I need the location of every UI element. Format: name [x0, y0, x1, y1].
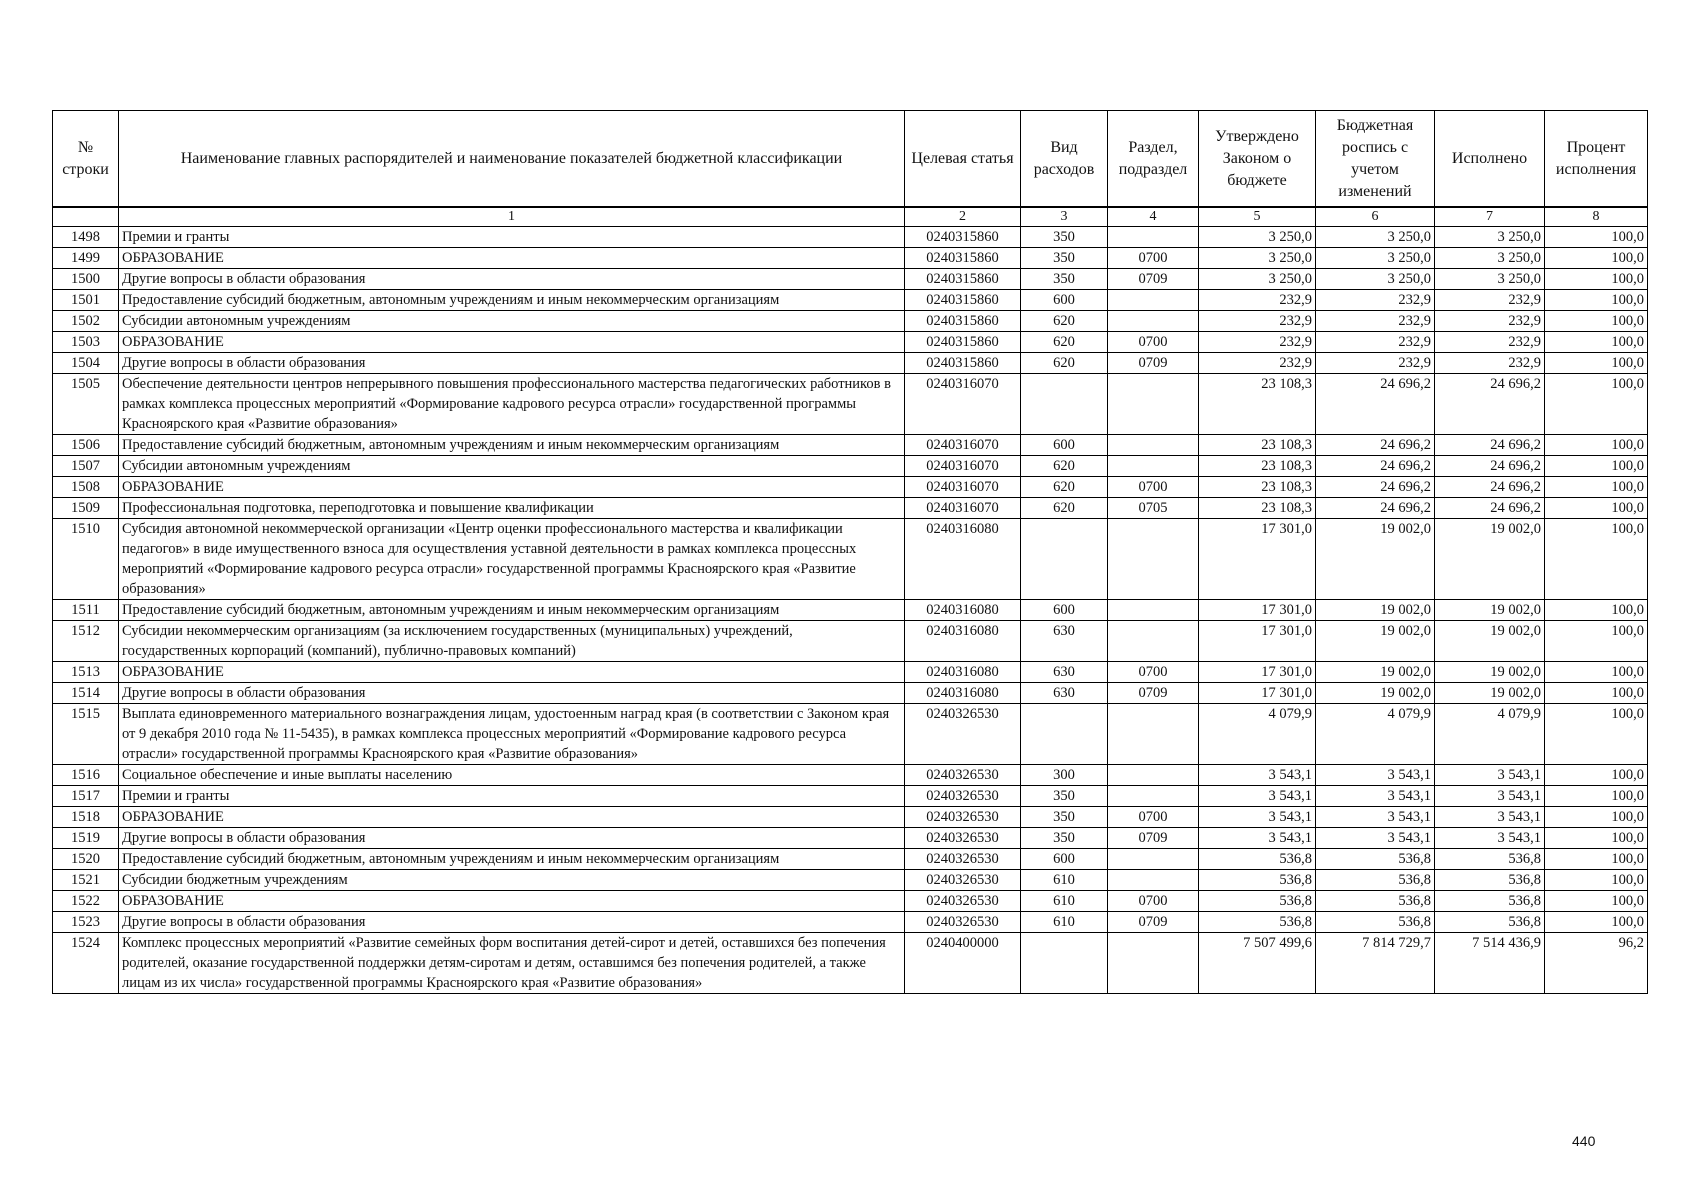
percent-cell: 100,0: [1545, 621, 1648, 662]
budget-list-amount-cell: 3 543,1: [1316, 786, 1435, 807]
header-percent: Процент исполнения: [1545, 111, 1648, 208]
row-name-cell: Предоставление субсидий бюджетным, автономным учреждениям и иным некоммерческим организациям: [119, 290, 905, 311]
column-number: 1: [119, 207, 905, 227]
table-row: [53, 332, 1648, 353]
approved-amount-cell: 17 301,0: [1199, 683, 1316, 704]
budget-execution-table: [52, 110, 1648, 994]
row-number-cell: 1510: [53, 519, 119, 600]
target-article-cell: 0240326530: [905, 891, 1021, 912]
executed-amount-cell: 3 250,0: [1435, 269, 1545, 290]
column-number: 8: [1545, 207, 1648, 227]
target-article-cell: 0240316070: [905, 435, 1021, 456]
row-name-cell: ОБРАЗОВАНИЕ: [119, 248, 905, 269]
percent-cell: 100,0: [1545, 290, 1648, 311]
approved-amount-cell: 232,9: [1199, 332, 1316, 353]
header-name: Наименование главных распорядителей и наименование показателей бюджетной классификации: [119, 111, 905, 208]
budget-list-amount-cell: 536,8: [1316, 849, 1435, 870]
percent-cell: 100,0: [1545, 704, 1648, 765]
approved-amount-cell: 3 250,0: [1199, 248, 1316, 269]
percent-cell: 100,0: [1545, 477, 1648, 498]
target-article-cell: 0240326530: [905, 807, 1021, 828]
executed-amount-cell: 536,8: [1435, 912, 1545, 933]
percent-cell: 100,0: [1545, 332, 1648, 353]
approved-amount-cell: 3 543,1: [1199, 807, 1316, 828]
row-number-cell: 1498: [53, 227, 119, 248]
budget-list-amount-cell: 536,8: [1316, 891, 1435, 912]
section-cell: [1108, 374, 1199, 435]
percent-cell: 100,0: [1545, 600, 1648, 621]
target-article-cell: 0240326530: [905, 849, 1021, 870]
approved-amount-cell: 536,8: [1199, 870, 1316, 891]
target-article-cell: 0240326530: [905, 870, 1021, 891]
header-row-number: № строки: [53, 111, 119, 208]
approved-amount-cell: 23 108,3: [1199, 498, 1316, 519]
budget-list-amount-cell: 3 250,0: [1316, 269, 1435, 290]
target-article-cell: 0240315860: [905, 269, 1021, 290]
row-name-cell: Другие вопросы в области образования: [119, 353, 905, 374]
table-row: [53, 765, 1648, 786]
executed-amount-cell: 3 543,1: [1435, 807, 1545, 828]
header-section: Раздел, подраздел: [1108, 111, 1199, 208]
budget-list-amount-cell: 7 814 729,7: [1316, 933, 1435, 994]
row-name-cell: Предоставление субсидий бюджетным, автономным учреждениям и иным некоммерческим организациям: [119, 849, 905, 870]
column-number-row: [53, 207, 1648, 227]
row-name-cell: Субсидия автономной некоммерческой организации «Центр оценки профессионального мастерства и квалификации педагогов» в виде имущественного взноса для осуществления уставной деятельности в рамках комплекса процессных мероприятий «Формирование кадрового ресурса отрасли» государственной программы Красноярского края «Развитие образования»: [119, 519, 905, 600]
percent-cell: 100,0: [1545, 849, 1648, 870]
executed-amount-cell: 19 002,0: [1435, 683, 1545, 704]
executed-amount-cell: 232,9: [1435, 332, 1545, 353]
percent-cell: 100,0: [1545, 765, 1648, 786]
approved-amount-cell: 536,8: [1199, 912, 1316, 933]
executed-amount-cell: 3 250,0: [1435, 227, 1545, 248]
section-cell: [1108, 870, 1199, 891]
expense-type-cell: 350: [1021, 269, 1108, 290]
table-row: [53, 456, 1648, 477]
section-cell: 0700: [1108, 477, 1199, 498]
row-number-cell: 1515: [53, 704, 119, 765]
row-name-cell: Премии и гранты: [119, 786, 905, 807]
expense-type-cell: 300: [1021, 765, 1108, 786]
section-cell: 0709: [1108, 912, 1199, 933]
percent-cell: 100,0: [1545, 870, 1648, 891]
target-article-cell: 0240400000: [905, 933, 1021, 994]
executed-amount-cell: 24 696,2: [1435, 456, 1545, 477]
expense-type-cell: 630: [1021, 662, 1108, 683]
column-number: 2: [905, 207, 1021, 227]
expense-type-cell: 610: [1021, 870, 1108, 891]
expense-type-cell: 630: [1021, 621, 1108, 662]
row-number-cell: 1504: [53, 353, 119, 374]
column-number: 3: [1021, 207, 1108, 227]
page-number: 440: [1572, 1133, 1596, 1149]
executed-amount-cell: 536,8: [1435, 870, 1545, 891]
target-article-cell: 0240316080: [905, 621, 1021, 662]
expense-type-cell: 600: [1021, 435, 1108, 456]
expense-type-cell: 350: [1021, 248, 1108, 269]
target-article-cell: 0240316070: [905, 498, 1021, 519]
row-name-cell: ОБРАЗОВАНИЕ: [119, 662, 905, 683]
section-cell: [1108, 704, 1199, 765]
budget-list-amount-cell: 24 696,2: [1316, 498, 1435, 519]
executed-amount-cell: 24 696,2: [1435, 435, 1545, 456]
executed-amount-cell: 19 002,0: [1435, 600, 1545, 621]
budget-list-amount-cell: 232,9: [1316, 353, 1435, 374]
budget-list-amount-cell: 19 002,0: [1316, 662, 1435, 683]
approved-amount-cell: 17 301,0: [1199, 621, 1316, 662]
table-row: [53, 786, 1648, 807]
table-row: [53, 374, 1648, 435]
row-name-cell: Другие вопросы в области образования: [119, 828, 905, 849]
row-name-cell: Выплата единовременного материального вознаграждения лицам, удостоенным наград края (в соответствии с Законом края от 9 декабря 2010 года № 11-5435), в рамках комплекса процессных мероприятий «Формирование кадрового ресурса отрасли» государственной программы Красноярского края «Развитие образования»: [119, 704, 905, 765]
approved-amount-cell: 3 543,1: [1199, 765, 1316, 786]
table-body: [53, 227, 1648, 994]
section-cell: [1108, 765, 1199, 786]
row-name-cell: Предоставление субсидий бюджетным, автономным учреждениям и иным некоммерческим организациям: [119, 435, 905, 456]
percent-cell: 100,0: [1545, 891, 1648, 912]
approved-amount-cell: 23 108,3: [1199, 374, 1316, 435]
row-name-cell: Комплекс процессных мероприятий «Развитие семейных форм воспитания детей-сирот и детей, оставшихся без попечения родителей, оказание государственной поддержки детям-сиротам и детям, оставшимся без попечения родителей, а также лицам из их числа» государственной программы Красноярского края «Развитие образования»: [119, 933, 905, 994]
executed-amount-cell: 19 002,0: [1435, 519, 1545, 600]
expense-type-cell: 350: [1021, 807, 1108, 828]
section-cell: 0709: [1108, 828, 1199, 849]
target-article-cell: 0240315860: [905, 332, 1021, 353]
executed-amount-cell: 19 002,0: [1435, 621, 1545, 662]
row-name-cell: Другие вопросы в области образования: [119, 269, 905, 290]
approved-amount-cell: 3 250,0: [1199, 269, 1316, 290]
executed-amount-cell: 24 696,2: [1435, 498, 1545, 519]
approved-amount-cell: 17 301,0: [1199, 519, 1316, 600]
budget-list-amount-cell: 19 002,0: [1316, 621, 1435, 662]
header-approved: Утверждено Законом о бюджете: [1199, 111, 1316, 208]
table-row: [53, 600, 1648, 621]
section-cell: 0700: [1108, 891, 1199, 912]
row-number-cell: 1512: [53, 621, 119, 662]
percent-cell: 100,0: [1545, 311, 1648, 332]
table-row: [53, 248, 1648, 269]
row-name-cell: ОБРАЗОВАНИЕ: [119, 477, 905, 498]
section-cell: 0700: [1108, 332, 1199, 353]
column-number: 5: [1199, 207, 1316, 227]
budget-list-amount-cell: 3 543,1: [1316, 765, 1435, 786]
section-cell: 0700: [1108, 248, 1199, 269]
row-number-cell: 1500: [53, 269, 119, 290]
row-number-cell: 1511: [53, 600, 119, 621]
percent-cell: 100,0: [1545, 807, 1648, 828]
column-number: 7: [1435, 207, 1545, 227]
expense-type-cell: 620: [1021, 498, 1108, 519]
approved-amount-cell: 23 108,3: [1199, 456, 1316, 477]
table-row: [53, 849, 1648, 870]
table-row: [53, 662, 1648, 683]
target-article-cell: 0240326530: [905, 765, 1021, 786]
table-header-row: [53, 111, 1648, 208]
percent-cell: 100,0: [1545, 828, 1648, 849]
row-name-cell: ОБРАЗОВАНИЕ: [119, 332, 905, 353]
approved-amount-cell: 3 543,1: [1199, 828, 1316, 849]
executed-amount-cell: 536,8: [1435, 891, 1545, 912]
budget-list-amount-cell: 536,8: [1316, 912, 1435, 933]
row-number-cell: 1521: [53, 870, 119, 891]
section-cell: [1108, 456, 1199, 477]
row-number-cell: 1503: [53, 332, 119, 353]
column-number: 6: [1316, 207, 1435, 227]
row-name-cell: Профессиональная подготовка, переподготовка и повышение квалификации: [119, 498, 905, 519]
approved-amount-cell: 3 543,1: [1199, 786, 1316, 807]
percent-cell: 100,0: [1545, 786, 1648, 807]
row-name-cell: Обеспечение деятельности центров непрерывного повышения профессионального мастерства педагогических работников в рамках комплекса процессных мероприятий «Формирование кадрового ресурса отрасли» государственной программы Красноярского края «Развитие образования»: [119, 374, 905, 435]
target-article-cell: 0240315860: [905, 290, 1021, 311]
expense-type-cell: 620: [1021, 332, 1108, 353]
section-cell: [1108, 290, 1199, 311]
budget-list-amount-cell: 24 696,2: [1316, 435, 1435, 456]
expense-type-cell: 620: [1021, 456, 1108, 477]
header-target-article: Целевая статья: [905, 111, 1021, 208]
expense-type-cell: 600: [1021, 290, 1108, 311]
percent-cell: 96,2: [1545, 933, 1648, 994]
percent-cell: 100,0: [1545, 435, 1648, 456]
budget-list-amount-cell: 3 250,0: [1316, 248, 1435, 269]
executed-amount-cell: 3 543,1: [1435, 786, 1545, 807]
approved-amount-cell: 232,9: [1199, 353, 1316, 374]
target-article-cell: 0240315860: [905, 311, 1021, 332]
target-article-cell: 0240316070: [905, 374, 1021, 435]
budget-list-amount-cell: 3 543,1: [1316, 828, 1435, 849]
column-number: 4: [1108, 207, 1199, 227]
approved-amount-cell: 232,9: [1199, 311, 1316, 332]
budget-list-amount-cell: 24 696,2: [1316, 374, 1435, 435]
target-article-cell: 0240326530: [905, 704, 1021, 765]
row-number-cell: 1522: [53, 891, 119, 912]
budget-list-amount-cell: 19 002,0: [1316, 519, 1435, 600]
percent-cell: 100,0: [1545, 456, 1648, 477]
row-number-cell: 1520: [53, 849, 119, 870]
section-cell: [1108, 786, 1199, 807]
expense-type-cell: [1021, 519, 1108, 600]
expense-type-cell: [1021, 374, 1108, 435]
executed-amount-cell: 536,8: [1435, 849, 1545, 870]
expense-type-cell: 620: [1021, 353, 1108, 374]
row-number-cell: 1506: [53, 435, 119, 456]
row-name-cell: Другие вопросы в области образования: [119, 912, 905, 933]
target-article-cell: 0240315860: [905, 248, 1021, 269]
row-name-cell: Субсидии бюджетным учреждениям: [119, 870, 905, 891]
target-article-cell: 0240316080: [905, 600, 1021, 621]
approved-amount-cell: 232,9: [1199, 290, 1316, 311]
budget-list-amount-cell: 24 696,2: [1316, 477, 1435, 498]
target-article-cell: 0240316080: [905, 683, 1021, 704]
row-number-cell: 1505: [53, 374, 119, 435]
section-cell: 0700: [1108, 662, 1199, 683]
section-cell: [1108, 600, 1199, 621]
row-number-cell: 1516: [53, 765, 119, 786]
percent-cell: 100,0: [1545, 519, 1648, 600]
percent-cell: 100,0: [1545, 912, 1648, 933]
executed-amount-cell: 7 514 436,9: [1435, 933, 1545, 994]
row-number-cell: 1499: [53, 248, 119, 269]
table-row: [53, 498, 1648, 519]
row-name-cell: Субсидии некоммерческим организациям (за исключением государственных (муниципальных) учреждений, государственных корпораций (компаний), публично-правовых компаний): [119, 621, 905, 662]
table-row: [53, 269, 1648, 290]
executed-amount-cell: 3 543,1: [1435, 765, 1545, 786]
section-cell: 0709: [1108, 683, 1199, 704]
table-row: [53, 683, 1648, 704]
budget-list-amount-cell: 536,8: [1316, 870, 1435, 891]
row-number-cell: 1519: [53, 828, 119, 849]
header-expense-type: Вид расходов: [1021, 111, 1108, 208]
table-row: [53, 477, 1648, 498]
row-number-cell: 1502: [53, 311, 119, 332]
expense-type-cell: 350: [1021, 786, 1108, 807]
approved-amount-cell: 7 507 499,6: [1199, 933, 1316, 994]
budget-list-amount-cell: 4 079,9: [1316, 704, 1435, 765]
section-cell: [1108, 311, 1199, 332]
budget-list-amount-cell: 3 543,1: [1316, 807, 1435, 828]
section-cell: [1108, 933, 1199, 994]
table-row: [53, 227, 1648, 248]
row-number-cell: 1517: [53, 786, 119, 807]
executed-amount-cell: 232,9: [1435, 353, 1545, 374]
row-number-cell: 1524: [53, 933, 119, 994]
table-row: [53, 933, 1648, 994]
expense-type-cell: 610: [1021, 891, 1108, 912]
table-row: [53, 891, 1648, 912]
percent-cell: 100,0: [1545, 227, 1648, 248]
table-row: [53, 828, 1648, 849]
executed-amount-cell: 19 002,0: [1435, 662, 1545, 683]
expense-type-cell: 350: [1021, 227, 1108, 248]
percent-cell: 100,0: [1545, 248, 1648, 269]
target-article-cell: 0240326530: [905, 912, 1021, 933]
expense-type-cell: 620: [1021, 311, 1108, 332]
percent-cell: 100,0: [1545, 269, 1648, 290]
target-article-cell: 0240316080: [905, 662, 1021, 683]
section-cell: [1108, 435, 1199, 456]
section-cell: 0709: [1108, 353, 1199, 374]
row-name-cell: Субсидии автономным учреждениям: [119, 311, 905, 332]
table-row: [53, 290, 1648, 311]
expense-type-cell: 610: [1021, 912, 1108, 933]
header-budget-list: Бюджетная роспись с учетом изменений: [1316, 111, 1435, 208]
budget-list-amount-cell: 19 002,0: [1316, 600, 1435, 621]
approved-amount-cell: 3 250,0: [1199, 227, 1316, 248]
row-number-cell: 1509: [53, 498, 119, 519]
header-executed: Исполнено: [1435, 111, 1545, 208]
row-number-cell: 1508: [53, 477, 119, 498]
budget-list-amount-cell: 232,9: [1316, 290, 1435, 311]
approved-amount-cell: 17 301,0: [1199, 600, 1316, 621]
target-article-cell: 0240316070: [905, 477, 1021, 498]
executed-amount-cell: 232,9: [1435, 311, 1545, 332]
approved-amount-cell: 23 108,3: [1199, 477, 1316, 498]
executed-amount-cell: 232,9: [1435, 290, 1545, 311]
row-name-cell: Субсидии автономным учреждениям: [119, 456, 905, 477]
row-name-cell: ОБРАЗОВАНИЕ: [119, 807, 905, 828]
expense-type-cell: 620: [1021, 477, 1108, 498]
approved-amount-cell: 23 108,3: [1199, 435, 1316, 456]
row-number-cell: 1523: [53, 912, 119, 933]
approved-amount-cell: 4 079,9: [1199, 704, 1316, 765]
target-article-cell: 0240315860: [905, 353, 1021, 374]
expense-type-cell: 350: [1021, 828, 1108, 849]
approved-amount-cell: 536,8: [1199, 849, 1316, 870]
row-number-cell: 1501: [53, 290, 119, 311]
budget-list-amount-cell: 232,9: [1316, 311, 1435, 332]
table-row: [53, 435, 1648, 456]
table-row: [53, 519, 1648, 600]
row-name-cell: Премии и гранты: [119, 227, 905, 248]
executed-amount-cell: 24 696,2: [1435, 477, 1545, 498]
percent-cell: 100,0: [1545, 683, 1648, 704]
percent-cell: 100,0: [1545, 353, 1648, 374]
expense-type-cell: 600: [1021, 600, 1108, 621]
expense-type-cell: 600: [1021, 849, 1108, 870]
target-article-cell: 0240315860: [905, 227, 1021, 248]
table-row: [53, 704, 1648, 765]
budget-list-amount-cell: 24 696,2: [1316, 456, 1435, 477]
row-number-cell: 1507: [53, 456, 119, 477]
target-article-cell: 0240326530: [905, 828, 1021, 849]
expense-type-cell: [1021, 704, 1108, 765]
executed-amount-cell: 4 079,9: [1435, 704, 1545, 765]
approved-amount-cell: 536,8: [1199, 891, 1316, 912]
section-cell: [1108, 227, 1199, 248]
percent-cell: 100,0: [1545, 498, 1648, 519]
row-number-cell: 1518: [53, 807, 119, 828]
row-name-cell: Социальное обеспечение и иные выплаты населению: [119, 765, 905, 786]
table-row: [53, 807, 1648, 828]
column-number-blank: [53, 207, 119, 227]
executed-amount-cell: 3 543,1: [1435, 828, 1545, 849]
expense-type-cell: [1021, 933, 1108, 994]
row-name-cell: Предоставление субсидий бюджетным, автономным учреждениям и иным некоммерческим организациям: [119, 600, 905, 621]
approved-amount-cell: 17 301,0: [1199, 662, 1316, 683]
section-cell: [1108, 621, 1199, 662]
table-row: [53, 621, 1648, 662]
section-cell: 0700: [1108, 807, 1199, 828]
executed-amount-cell: 3 250,0: [1435, 248, 1545, 269]
table-row: [53, 912, 1648, 933]
percent-cell: 100,0: [1545, 662, 1648, 683]
percent-cell: 100,0: [1545, 374, 1648, 435]
section-cell: 0709: [1108, 269, 1199, 290]
row-number-cell: 1513: [53, 662, 119, 683]
target-article-cell: 0240316070: [905, 456, 1021, 477]
section-cell: 0705: [1108, 498, 1199, 519]
budget-list-amount-cell: 232,9: [1316, 332, 1435, 353]
expense-type-cell: 630: [1021, 683, 1108, 704]
budget-list-amount-cell: 3 250,0: [1316, 227, 1435, 248]
row-name-cell: ОБРАЗОВАНИЕ: [119, 891, 905, 912]
row-number-cell: 1514: [53, 683, 119, 704]
section-cell: [1108, 849, 1199, 870]
table-row: [53, 353, 1648, 374]
budget-list-amount-cell: 19 002,0: [1316, 683, 1435, 704]
table-row: [53, 870, 1648, 891]
target-article-cell: 0240316080: [905, 519, 1021, 600]
target-article-cell: 0240326530: [905, 786, 1021, 807]
table-row: [53, 311, 1648, 332]
section-cell: [1108, 519, 1199, 600]
row-name-cell: Другие вопросы в области образования: [119, 683, 905, 704]
executed-amount-cell: 24 696,2: [1435, 374, 1545, 435]
